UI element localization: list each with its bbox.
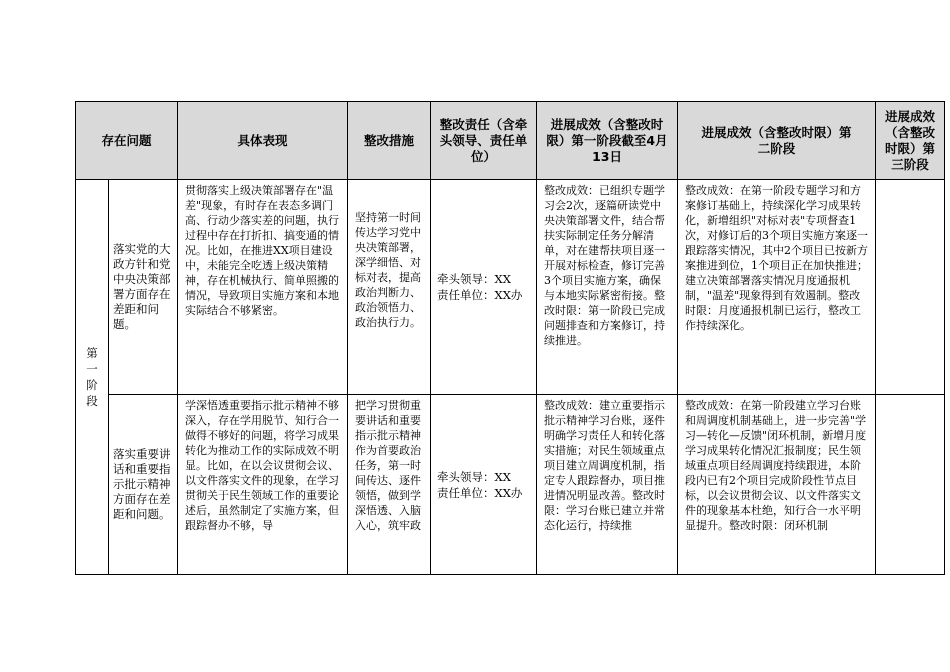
progress-stage3-cell	[876, 180, 945, 395]
header-progress-stage1: 进展成效（含整改时限）第一阶段截至4月13日	[537, 102, 678, 180]
responsibility-cell	[431, 395, 537, 575]
issue-text: 落实党的大政方针和党中央决策部署方面存在差距和问题。	[113, 242, 171, 331]
header-progress-stage3: 进展成效（含整改时限）第三阶段	[876, 102, 945, 180]
progress-stage2-cell	[678, 180, 876, 395]
measures-text: 坚持第一时间传达学习党中央决策部署，深学细悟、对标对表，提高政治判断力、政治领悟力、政治执行力。	[355, 211, 422, 329]
issue-text: 落实重要讲话和重要指示批示精神方面存在差距和问题。	[113, 447, 171, 521]
measures-text: 把学习贯彻重要讲话和重要指示批示精神作为首要政治任务，第一时间传达、逐件领悟，做到学深悟透、入脑入心，筑牢政	[355, 399, 422, 532]
header-row	[76, 102, 945, 180]
lead-text: 牵头领导：XX	[437, 469, 511, 484]
issue-cell	[109, 395, 178, 575]
header-responsibility: 整改责任（含牵头领导、责任单位）	[431, 102, 537, 180]
header-issue: 存在问题	[76, 102, 178, 180]
progress-stage1-text: 整改成效：建立重要指示批示精神学习台账，逐件明确学习责任人和转化落实措施；对民生领域重点项目建立周调度机制，指定专人跟踪督办，项目推进情况明显改善。整改时限：学习台账已建立并常态化运行，持续推	[544, 399, 666, 532]
manifestation-text: 学深悟透重要指示批示精神不够深入，存在学用脱节、知行合一做得不够好的问题，将学习成果转化为推动工作的实际成效不明显。比如，在以会议贯彻会议、以文件落实文件的现象，在学习贯彻关于民生领域工作的重要论述后，虽然制定了实施方案，但跟踪督办不够，导	[185, 399, 340, 532]
manifestation-cell	[178, 395, 348, 575]
progress-stage1-cell	[537, 180, 678, 395]
lead-text: 牵头领导：XX	[437, 272, 511, 286]
progress-stage2-cell	[678, 395, 876, 575]
measures-cell	[348, 180, 431, 395]
unit-text: 责任单位：XX办	[437, 288, 523, 302]
progress-stage3-cell	[876, 395, 945, 575]
progress-stage2-text: 整改成效：在第一阶段专题学习和方案修订基础上，持续深化学习成果转化，新增组织"对标对表"专项督查1次，对修订后的3个项目实施方案逐一跟踪落实情况，其中2个项目已按新方案推进到位，1个项目正在加快推进；建立决策部署落实情况月度通报机制，"温差"现象得到有效遏制。整改时限：月度通报机制已运行，整改工作持续深化。	[685, 184, 869, 332]
header-measures: 整改措施	[348, 102, 431, 180]
responsibility-cell	[431, 180, 537, 395]
progress-stage3-text	[876, 180, 944, 183]
table-row	[76, 395, 945, 575]
progress-stage3-text	[876, 395, 944, 398]
progress-stage1-cell	[537, 395, 678, 575]
progress-stage1-text: 整改成效：已组织专题学习会2次，逐篇研读党中央决策部署文件，结合帮扶实际制定任务分解清单，对在建帮扶项目逐一开展对标检查，修订完善3个项目实施方案，确保与本地实际紧密衔接。整改时限：第一阶段已完成问题排查和方案修订，持续推进。	[544, 184, 666, 347]
header-progress-stage2: 进展成效（含整改时限）第二阶段	[678, 102, 876, 180]
rectification-table	[75, 101, 945, 575]
stage-label: 第一阶段	[86, 346, 98, 408]
unit-text: 责任单位：XX办	[437, 485, 523, 500]
manifestation-text: 贯彻落实上级决策部署存在"温差"现象，有时存在表态多调门高、行动少落实差的问题，执行过程中存在打折扣、搞变通的情况。比如，在推进XX项目建设中，未能完全吃透上级决策精神，存在机械执行、简单照搬的情况，导致项目实施方案和本地实际结合不够紧密。	[185, 184, 340, 317]
stage-label-cell	[76, 180, 109, 575]
header-manifestation: 具体表现	[178, 102, 348, 180]
issue-cell	[109, 180, 178, 395]
manifestation-cell	[178, 180, 348, 395]
progress-stage2-text: 整改成效：在第一阶段建立学习台账和周调度机制基础上，进一步完善"学习—转化—反馈"闭环机制，新增月度学习成果转化情况汇报制度；民生领域重点项目经周调度持续跟进，本阶段内已有2个项目完成阶段性节点目标，以会议贯彻会议、以文件落实文件的现象基本杜绝，知行合一水平明显提升。整改时限：闭环机制	[685, 399, 867, 532]
measures-cell	[348, 395, 431, 575]
table-row	[76, 180, 945, 395]
